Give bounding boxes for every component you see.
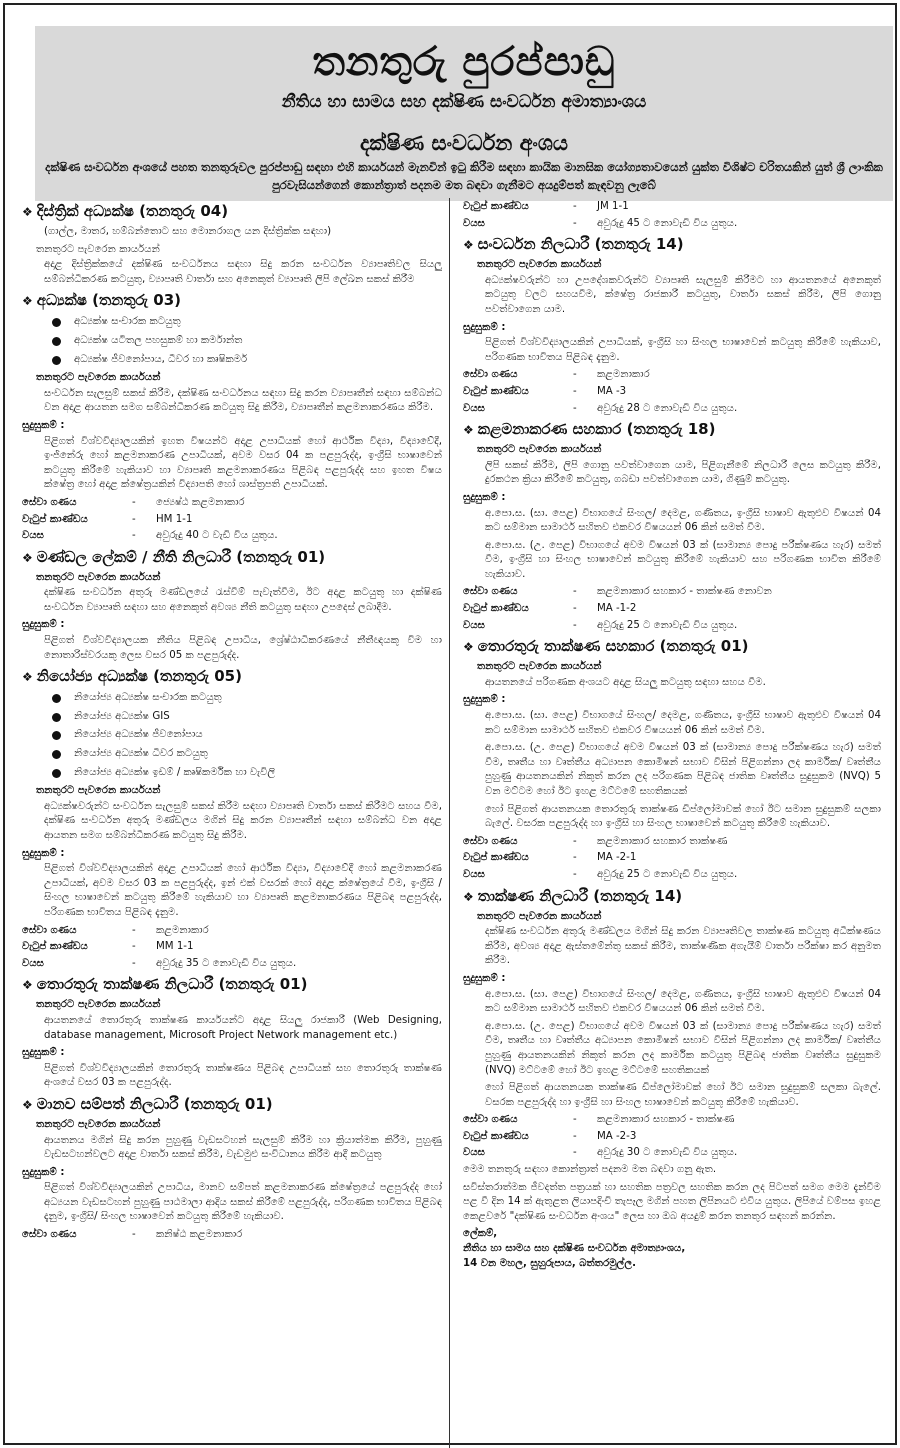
department-name: දක්ෂිණ සංවර්ධන අංශය: [359, 131, 568, 155]
qualifications-text: පිළිගත් විශ්වවිද්‍යාලයක නීතිය පිළිබඳ උපාධිය, ශ්‍රේෂ්ඨාධිකරණයේ නීතීඥයකු විම හා නොතාරිස්වරයකු ලෙස වසර 05 ක පළපුරුද්ද.: [44, 635, 442, 661]
service-row: සේවා ගණය - කළමනාකාර සහකාර තාක්ෂණ: [463, 835, 728, 847]
diamond-bullet-icon: ❖: [463, 889, 474, 904]
post-it-assistant: [463, 637, 881, 882]
qualifications-heading: සුදුසුකම් :: [22, 419, 65, 431]
salary-row: වැටුප් කාණ්ඩය - HM 1-1: [22, 513, 193, 525]
qualifications-heading: සුදුසුකම් :: [22, 1166, 65, 1178]
post-director: [22, 291, 442, 543]
duties-heading: තනතුරට පැවරෙන කාර්යයන්: [477, 444, 602, 456]
post-district-director: [22, 202, 442, 287]
qualifications-heading: සුදුසුකම් :: [463, 491, 506, 503]
qualifications-text: අ.පො.ස. (සා. පෙළ) විභාගයේ සිංහල/ දෙමළ, ගණිතය, ඉංග්‍රීසි භාෂාව ඇතුළුව විෂයන් 04 කට සම්මාන සාමාර්ථ සහිතව එකවර විෂයයන් 06 කින් සමත් වීම.: [485, 507, 881, 534]
duties-heading: තනතුරට පැවරෙන කාර්යයන්: [36, 999, 161, 1011]
signature-address: 14 වන මහල, සුහුරුපාය, බත්තරමුල්ල.: [463, 1257, 636, 1269]
qualifications-text: අ.පො.ස. (සා. පෙළ) විභාගයේ සිංහල/ දෙමළ, ගණිතය, ඉංග්‍රීසි භාෂාව ඇතුළුව විෂයන් 04 කට සම්මාන සාමාර්ථ සහිතව එකවර විෂයයන් 06 කින් සමත් වීම.: [485, 710, 881, 736]
column-divider: [449, 198, 450, 1448]
post-title: ❖ අධ්‍යක්ෂ (තනතුරු 03): [22, 291, 182, 310]
intro-text: දක්ෂිණ සංවර්ධන අංශයේ පහත තනතුරුවල පුරප්පාඩු සඳහා එහි කාර්යයන් මැනවින් ඉටු කිරීම සඳහා කායික මානසික යෝග්‍යතාවයෙන් යුක්ත විශිෂ්ට චරිතයකින් යුත් ශ්‍රී ලාංකික පුරවැසියන්ගෙන් කොන්ත්‍රාත් පදනම මත බඳවා ගැනීමට අයදුම්පත් කැඳවනු ලැබේ: [45, 160, 883, 192]
qualifications-text: පිළිගත් විශ්වවිද්‍යාලයකින් උපාධිය, මානව සම්පත් කළමනාකරණ ක්ෂේත්‍රයේ පළපුරුද්ද හෝ අධ්‍යයන වැඩසටහන් පුහුණු පාඨමාලා ආදිය සකස් කිරීමේ පළපුරුද්ද, පරිගණක භාවිතය පිළිබඳ දැනුම, ඉංග්‍රීසි/ සිංහල භාෂාවෙන් කටයුතු කිරීමේ හැකියාව.: [44, 1182, 442, 1223]
signature-ministry: නීතිය හා සාමය සහ දක්ෂිණ සංවර්ධන අමාත්‍යාංශය,: [463, 1243, 686, 1255]
post-deputy-director: [22, 667, 442, 971]
qualifications-heading: සුදුසුකම් :: [22, 1047, 65, 1059]
division-list: [22, 691, 442, 780]
duties-text: දක්ෂිණ සංවර්ධන අතුරු මණ්ඩලය මගින් සිදු කරන ව්‍යාපෘතිවල තාක්ෂණ කටයුතු අධීක්ෂණය කිරීම, අවශ්‍ය අදාළ ඇස්තමේන්තු සකස් කිරීම, තාක්ෂණික අගැයීම් වාර්තා පරීක්ෂා කර අනුමත කිරීම.: [485, 926, 881, 967]
duties-text: අධ්‍යක්ෂවරුන්ට හා උපදේශකවරුන්ට ව්‍යාපෘති සැලසුම් කිරීමට හා ආයතනයේ අනෙකුත් කටයුතු වලට සහයවීම, ක්ෂේත්‍ර රාජකාරී කටයුතු, වාර්තා සකස් කිරීම, ලිපි ගොනු පවත්වාගෙන යාම.: [485, 274, 881, 315]
right-column: [463, 198, 881, 1273]
post-title: ❖ තොරතුරු තාක්ෂණ සහකාර (තනතුරු 01): [463, 637, 749, 656]
age-row: වයස - අවුරුදු 30 ට නොවැඩි විය යුතුය.: [463, 1147, 738, 1159]
duties-heading: තනතුරට පැවරෙන කාර්යයන්: [36, 785, 161, 797]
post-hr-officer: [22, 1095, 442, 1243]
duties-text: ලිපි සකස් කිරීම, ලිපි ගොනු පවත්වාගෙන යාම, පිළිගැනීමේ නිලධාරී ලෙස කටයුතු කිරීම, දුරකථන ක්‍රියා කිරීමේ කටයුතු, ගබඩා පවත්වාගෙන යාම, ගිණුම් කටයුතු.: [485, 459, 881, 486]
diamond-bullet-icon: ❖: [22, 978, 33, 993]
application-footer: [463, 1163, 881, 1271]
age-row: වයස - අවුරුදු 28 ට නොවැඩි විය යුතුය.: [463, 402, 738, 414]
division-list: [22, 315, 442, 367]
duties-heading: තනතුරට පැවරෙන කාර්යයන්: [477, 259, 602, 271]
diamond-bullet-icon: ❖: [463, 423, 474, 438]
service-row: සේවා ගණය - ජ්‍යෙෂ්ඨ කළමනාකාර: [22, 496, 245, 508]
post-technical-officer: [463, 887, 881, 1162]
salary-row: වැටුප් කාණ්ඩය - MA -3: [463, 385, 627, 397]
service-row: සේවා ගණය - කළමනාකාර සහකාර - තාක්ෂණ නොවන: [463, 586, 772, 598]
footer-note: මෙම තනතුරු සඳහා කොන්ත්‍රාත් පදනම මත බඳවා ගනු ඇත.: [463, 1164, 717, 1176]
qualifications-text: පිළිගත් විශ්වවිද්‍යාලයකින් තොරතුරු තාක්ෂණය පිළිබඳ උපාධියක් සහ තොරතුරු තාක්ෂණ අංශයේ වසර 03 ක පළපුරුද්ද.: [44, 1062, 442, 1089]
diamond-bullet-icon: ❖: [463, 238, 474, 253]
signature-title: ලේකම්,: [463, 1228, 498, 1240]
service-row: සේවා ගණය - කනිෂ්ඨ කළමනාකාර: [22, 1229, 243, 1241]
list-item: අධ්‍යක්ෂ සංචාරක කටයුතු: [52, 315, 442, 330]
duties-text: ආයතනයේ පරිගණක අංශයට අදාළ සියලු කටයුතු සඳහා සහය වීම.: [485, 676, 766, 688]
age-row: වයස - අවුරුදු 25 ට නොවැඩි විය යුතුය.: [463, 619, 738, 631]
post-title: ❖ තොරතුරු තාක්ෂණ නිලධාරී (තනතුරු 01): [22, 975, 308, 994]
footer-instructions: සවිස්තරාත්මක ජීවදත්ත පත්‍රයක් හා සහතික පත්‍රවල සහතික කරන ලද පිටපත් සමග මෙම දැන්වීම පළ වී දින 14 ක් ඇතුළත ලියාපදිංචි තැපෑල මගින් පහත ලිපිනයට එවිය යුතුය. ලිපියේ වම්පස ඉහළ කෙළවරේ "දක්ෂිණ සංවර්ධන අංශය" ලෙස හා ඔබ අයදුම් කරන තනතුර සඳහන් කරන්න.: [463, 1181, 881, 1222]
salary-row: වැටුප් කාණ්ඩය - MA -2-3: [463, 1130, 637, 1142]
list-item: නියෝජ්‍ය අධ්‍යක්ෂ GIS: [52, 710, 442, 725]
qualifications-text: පිළිගත් විශ්වවිද්‍යාලයකින් අදාළ උපාධියක් හෝ ආර්ථික විද්‍යා, විද්‍යාවේදී හෝ කළමනාකරණ උපාධියක්, අවම වසර 03 ක පළපුරුද්ද, ඉන් එක් වසරක් හෝ අදාළ ක්ෂේත්‍රයේ වීම, ඉංග්‍රීසි / සිංහල භාෂාවෙන් කටයුතු කිරීමේ හැකියාව හා ව්‍යාපෘති කළමනාකරණය පිළිබඳ පළපුරුද්ද, පරිගණක භාවිතය පිළිබඳ දැනුම.: [44, 863, 442, 918]
duties-heading: තනතුරට පැවරෙන කාර්යයන්: [36, 571, 161, 583]
qualifications-heading: සුදුසුකම් :: [22, 847, 65, 859]
post-title: ❖ තාක්ෂණ නිලධාරී (තනතුරු 14): [463, 886, 683, 905]
hr-officer-continued: [463, 200, 881, 231]
qualifications-text: අ.පො.ස. (උ. පෙළ) විභාගයේ අවම විෂයන් 03 ක් (සාමාන්‍ය පොදු පරීක්ෂණය හැර) සමත් වීම, තෘතීය හා වෘත්තීය අධ්‍යාපන කොමිෂන් සභාව විසින් පිළිගන්නා ලද කාර්මික/ වෘත්තීය පුහුණු ආයතනයකින් නිකුත් කරන ලද පරිගණක පිළිබඳ ජාතික වෘත්තීය සුදුසුකම (NVQ) 5 වන මට්ටම හෝ ඊට ඉහළ මට්ටමේ සහතිකයක්: [485, 742, 881, 797]
post-board-secretary: [22, 548, 442, 664]
page-title: තනතුරු පුරප්පාඩු: [312, 39, 616, 85]
diamond-bullet-icon: ❖: [22, 294, 33, 309]
age-row: වයස - අවුරුදු 25 ට නොවැඩි විය යුතුය.: [463, 868, 738, 880]
diamond-bullet-icon: ❖: [463, 640, 474, 655]
list-item: නියෝජ්‍ය අධ්‍යක්ෂ ඉඩම් / කෘෂිකර්මික හා වැවිලි: [52, 766, 442, 781]
duties-text: අදාළ දිස්ත්‍රික්කයේ දක්ෂිණ සංවර්ධනය සඳහා සිදු කරන සංවර්ධන ව්‍යාපෘතිවල සියලු සම්බන්ධීකරණ කටයුතු, ව්‍යාපෘති වාර්තා සහ අනෙකුත් ව්‍යාපෘති ලිපි ලේඛන සකස් කිරීම: [44, 259, 442, 285]
salary-row: වැටුප් කාණ්ඩය - MM 1-1: [22, 941, 194, 953]
qualifications-text: හෝ පිළිගත් ආයතනයක තොරතුරු තාක්ෂණ ඩිප්ලෝමාවක් හෝ ඊට සමාන සුදුසුකම් සලකා බැලේ. වසරක පළපුරුද්ද හා ඉංග්‍රීසි හා සිංහල භාෂාවෙන් කටයුතු කිරීමේ හැකියාව.: [485, 803, 881, 830]
service-row: සේවා ගණය - කළමනාකාර: [22, 924, 209, 936]
duties-heading: තනතුරට පැවරෙන කාර්යයන්: [477, 910, 602, 922]
post-management-assistant: [463, 420, 881, 633]
list-item: නියෝජ්‍ය අධ්‍යක්ෂ ජීවනෝපාය: [52, 728, 442, 743]
diamond-bullet-icon: ❖: [22, 550, 33, 565]
post-title: ❖ නියෝජ්‍ය අධ්‍යක්ෂ (තනතුරු 05): [22, 667, 242, 686]
post-title: ❖ දිස්ත්‍රික් අධ්‍යක්ෂ (තනතුරු 04): [22, 202, 229, 220]
service-row: සේවා ගණය - කළමනාකාර: [463, 369, 650, 381]
post-title: ❖ මානව සම්පත් නිලධාරී (තනතුරු 01): [22, 1094, 273, 1113]
list-item: නියෝජ්‍ය අධ්‍යක්ෂ ධීවර කටයුතු: [52, 747, 442, 762]
qualifications-heading: සුදුසුකම් :: [463, 694, 506, 706]
duties-text: අධ්‍යක්ෂවරුන්ට සංවර්ධන සැලසුම් සකස් කිරීම සඳහා ව්‍යාපෘති වාර්තා සකස් කිරීමට සහය වීම, දක්ෂිණ සංවර්ධන අතුරු මණ්ඩලය මගින් සිදු කරන ව්‍යාපෘතීන් සඳහා සම්බන්ධ වන අදාළ ආයතන සමග සම්බන්ධීකරණ කටයුතු සිදු කිරීම.: [44, 800, 442, 841]
post-it-officer: [22, 975, 442, 1091]
duties-heading: තනතුරට පැවරෙන කාර්යයන්: [36, 243, 160, 255]
diamond-bullet-icon: ❖: [22, 205, 33, 219]
age-row: වයස - අවුරුදු 45 ට නොවැඩි විය යුතුය.: [463, 217, 738, 229]
duties-heading: තනතුරට පැවරෙන කාර්යයන්: [36, 1118, 161, 1130]
salary-row: වැටුප් කාණ්ඩය - JM 1-1: [463, 201, 629, 212]
ministry-name: නීතිය හා සාමය සහ දක්ෂිණ සංවර්ධන අමාත්‍යාංශය: [281, 92, 647, 112]
qualifications-text: පිළිගත් විශ්වවිද්‍යාලයකින් උපාධියක්, ඉංග්‍රීසි හා සිංහල භාෂාවෙන් කටයුතු කිරීමේ හැකියාව, පරිගණක භාවිතය පිළිබඳ දැනුම.: [485, 337, 881, 363]
qualifications-text: පිළිගත් විශ්වවිද්‍යාලයකින් ඉහත විෂයන්ට අදාළ උපාධියක් හෝ ආර්ථික විද්‍යා, විද්‍යාවේදී, ඉංජිනේරු හෝ කළමනාකරණ උපාධියක්, අවම වසර 04 ක පළපුරුද්ද, ඉංග්‍රීසි භාෂාවෙන් කටයුතු කිරීමේ හැකියාව හා ව්‍යාපෘති කළමනාකරණය පිළිබඳ පළපුරුද්ද සහ ඉහත විෂය ක්ෂේත්‍ර හෝ අදාළ ක්ෂේත්‍රයකින් විද්‍යාපති හෝ ශාස්ත්‍රපති උපාධියක්.: [44, 435, 442, 491]
duties-text: ආයතනය මගින් සිදු කරන පුහුණු වැඩසටහන් සැලසුම් කිරීම හා ක්‍රියාත්මක කිරීම, පුහුණු වැඩසටහන්වලට අදාළ වාර්තා සකස් කිරීම, වැඩමුළු සංවිධානය කිරීම ආදී කටයුතු: [44, 1134, 442, 1161]
list-item: අධ්‍යක්ෂ ජීවනෝපාය, ධීවර හා කෘෂිකර්ම: [52, 353, 442, 368]
salary-row: වැටුප් කාණ්ඩය - MA -1-2: [463, 603, 637, 615]
list-item: අධ්‍යක්ෂ යටිතල පහසුකම් හා කර්මාන්ත: [52, 334, 442, 349]
duties-text: දක්ෂිණ සංවර්ධන අතුරු මණ්ඩලයේ රැස්වීම් පැවැත්වීම, ඊට අදාළ කටයුතු හා දක්ෂිණ සංවර්ධන ව්‍යාපෘති සඳහා සහ අනෙකුත් අවශ්‍ය නීති කටයුතු සඳහා උපදෙස් ලබාදීම.: [44, 587, 442, 613]
post-note: (ගාල්ල, මාතර, හම්බන්තොට සහ මොනරාගල යන දිස්ත්‍රික්ක සඳහා): [44, 226, 332, 237]
header-box: [35, 26, 893, 201]
diamond-bullet-icon: ❖: [22, 1097, 33, 1112]
age-row: වයස - අවුරුදු 40 ට වැඩි විය යුතුය.: [22, 530, 278, 542]
diamond-bullet-icon: ❖: [22, 670, 33, 685]
post-title: ❖ මණ්ඩල ලේකම් / නීති නිලධාරී (තනතුරු 01): [22, 547, 326, 566]
qualifications-text: හෝ පිළිගත් ආයතනයක තාක්ෂණ ඩිප්ලෝමාවක් හෝ ඊට සමාන සුදුසුකම් සලකා බැලේ. වසරක පළපුරුද්ද හා ඉංග්‍රීසි හා සිංහල භාෂාවෙන් කටයුතු කිරීමේ හැකියාව.: [485, 1082, 881, 1108]
post-title: ❖ කළමනාකරණ සහකාර (තනතුරු 18): [463, 420, 716, 439]
qualifications-heading: සුදුසුකම් :: [463, 972, 506, 984]
qualifications-text: අ.පො.ස. (සා. පෙළ) විභාගයේ සිංහල/ දෙමළ, ගණිතය, ඉංග්‍රීසි භාෂාව ඇතුළුව විෂයන් 04 කට සම්මාන සාමාර්ථ සහිතව එකවර විෂයයන් 06 කින් සමත් වීම.: [485, 988, 881, 1015]
left-column: [22, 198, 442, 1245]
service-row: සේවා ගණය - කළමනාකාර සහකාර - තාක්ෂණ: [463, 1114, 735, 1126]
duties-heading: තනතුරට පැවරෙන කාර්යයන්: [36, 372, 161, 384]
qualifications-heading: සුදුසුකම් :: [22, 619, 65, 631]
duties-heading: තනතුරට පැවරෙන කාර්යයන්: [477, 661, 602, 673]
duties-text: සංවර්ධන සැලසුම් සකස් කිරීම, දක්ෂිණ සංවර්ධනය සඳහා සිදු කරන ව්‍යාපෘතීන් සඳහා සම්බන්ධ වන අදාළ ආයතන සමග සම්බන්ධීකරණ කටයුතු සිදු කිරීම, ව්‍යාපෘතීන් කළමනාකරණය කිරීම.: [44, 387, 442, 414]
qualifications-text: අ.පො.ස. (උ. පෙළ) විභාගයේ අවම විෂයන් 03 ක් (සාමාන්‍ය පොදු පරීක්ෂණය හැර) සමත් වීම, ඉංග්‍රීසි හා සිංහල භාෂාවෙන් කටයුතු කිරීමේ හැකියාව සහ පරිගණක භාවිත කිරීමේ හැකියාව.: [485, 539, 881, 580]
post-development-officer: [463, 235, 881, 416]
post-title: ❖ සංවර්ධන නිලධාරී (තනතුරු 14): [463, 235, 684, 254]
age-row: වයස - අවුරුදු 35 ට නොවැඩි විය යුතුය.: [22, 957, 297, 969]
list-item: නියෝජ්‍ය අධ්‍යක්ෂ සංචාරක කටයුතු: [52, 691, 442, 706]
salary-row: වැටුප් කාණ්ඩය - MA -2-1: [463, 852, 637, 864]
qualifications-heading: සුදුසුකම් :: [463, 321, 506, 333]
qualifications-text: අ.පො.ස. (උ. පෙළ) විභාගයේ අවම විෂයන් 03 ක් (සාමාන්‍ය පොදු පරීක්ෂණය හැර) සමත් වීම, තෘතීය හා වෘත්තීය අධ්‍යාපන කොමිෂන් සභාව විසින් පිළිගන්නා ලද කාර්මික/ වෘත්තීය පුහුණු ආයතනයකින් නිකුත් කරන ලද කාර්මික කටයුතු පිළිබඳ ජාතික වෘත්තීය සුදුසුකම (NVQ) මට්ටමේ හෝ ඊට ඉහළ මට්ටමේ සහතිකයක්: [485, 1020, 881, 1076]
duties-text: ආයතනයේ තොරතුරු තාක්ෂණ කාර්යයන්ට අදාළ සියලු රාජකාරී (Web Designing, database management, Microsoft Project Network management etc.): [44, 1014, 442, 1041]
